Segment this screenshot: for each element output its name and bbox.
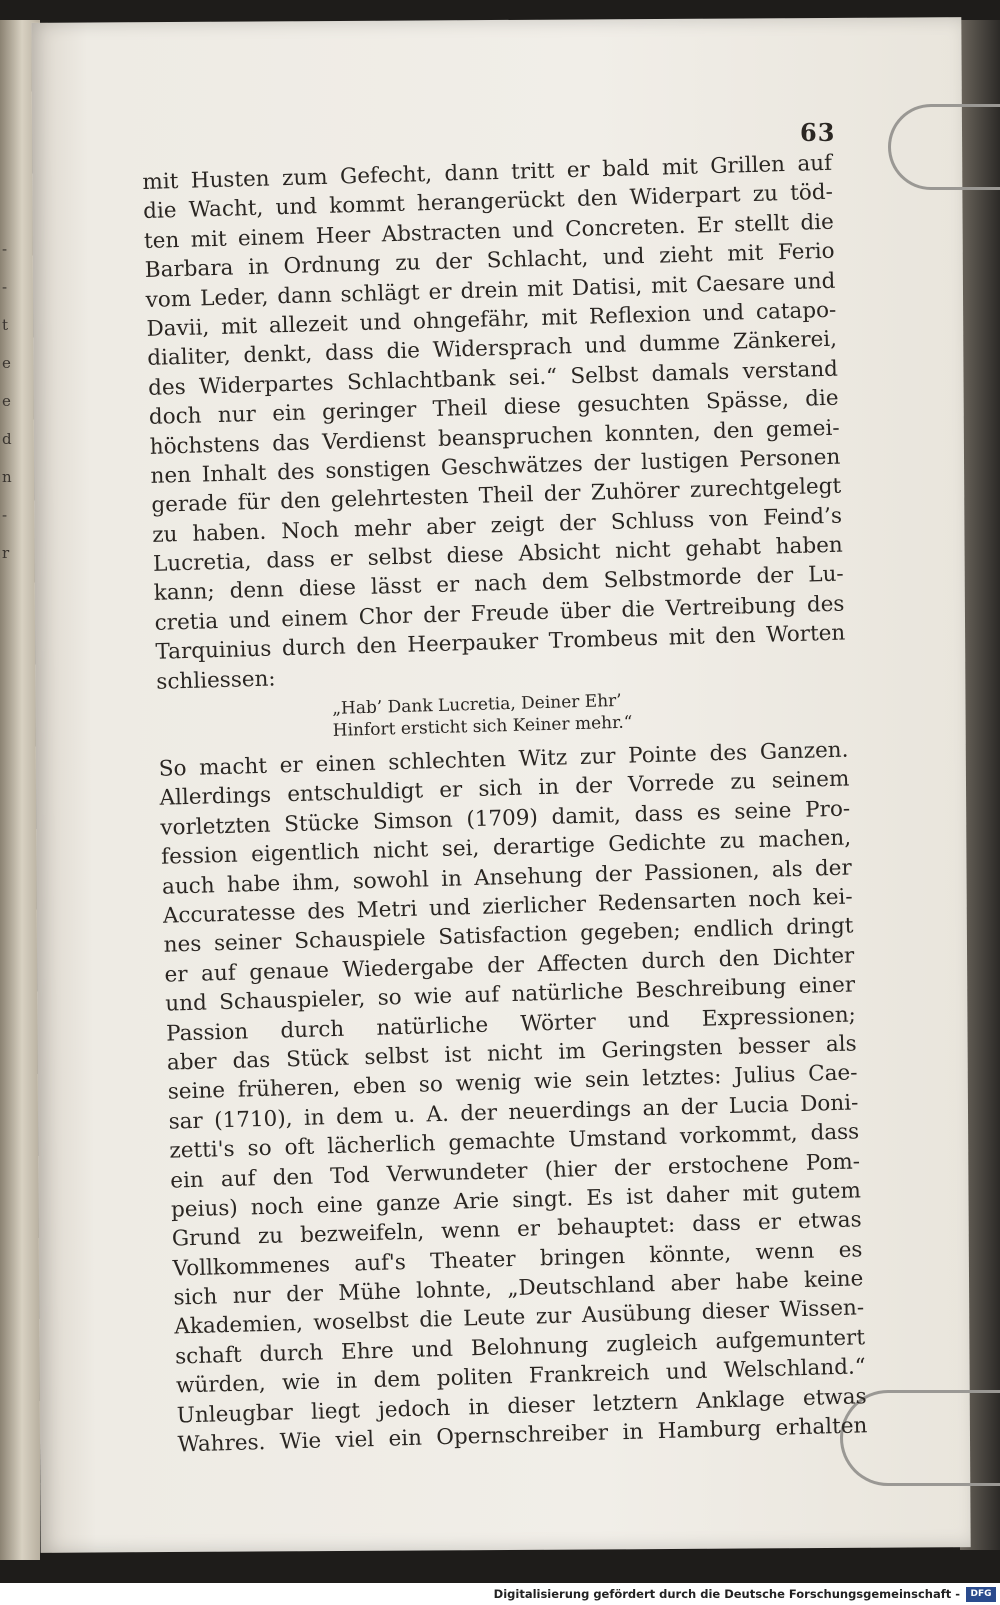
text-line: zu haben. Noch mehr aber zeigt der Schluss von Feind’s — [151, 503, 843, 548]
text-line: würden, wie in dem politen Frankreich und Welschland.“ — [175, 1354, 867, 1399]
paragraph-1 — [142, 149, 847, 697]
text-line: seine früheren, eben so wenig wie sein letztes: Julius Cae- — [167, 1060, 858, 1105]
quote-line: „Hab’ Dank Lucretia, Deiner Ehr’ — [331, 690, 622, 719]
text-line: Akademien, woselbst die Leute zur Ausübung dieser Wissen- — [174, 1295, 865, 1340]
text-line: Tarquinius durch den Heerpauker Trombeus mit den Worten — [155, 620, 846, 666]
text-line: zetti's so oft lächerlich gemachte Umstand vorkommt, dass — [169, 1119, 860, 1164]
text-line: Accuratesse des Metri und zierlicher Redensarten noch kei- — [162, 884, 853, 929]
text-line: nes seiner Schauspiele Satisfaction gegeben; endlich dringt — [163, 913, 854, 959]
margin-mark: e — [2, 392, 11, 410]
text-line: er auf genaue Wiedergabe der Affecten durch den Dichter — [164, 943, 855, 988]
text-line: schaft durch Ehre und Belohnung zugleich aufgemuntert — [174, 1325, 866, 1370]
margin-mark: d — [2, 430, 12, 448]
text-line: Barbara in Ordnung zu der Schlacht, und zieht mit Ferio — [144, 238, 835, 284]
text-line: und Schauspieler, so wie auf natürliche Beschreibung einer — [165, 972, 856, 1017]
text-line: vorletzten Stücke Simson (1709) damit, dass es seine Pro- — [160, 796, 851, 841]
text-line: fession eigentlich nicht sei, derartige Gedichte zu machen, — [160, 825, 852, 870]
text-line: die Wacht, und kommt herangerückt den Widerpart zu töd- — [142, 180, 834, 225]
text-line: doch nur ein geringer Theil diese gesuchten Spässe, die — [148, 385, 839, 431]
margin-mark: t — [2, 316, 9, 334]
text-line: So macht er einen schlechten Witz zur Pointe des Ganzen. — [158, 737, 849, 782]
quote-line: Hinfort ersticht sich Keiner mehr.“ — [332, 712, 633, 741]
margin-mark: - — [2, 278, 8, 296]
text-line: ten mit einem Heer Abstracten und Concreten. Er stellt die — [143, 209, 835, 254]
text-line: auch habe ihm, sowohl in Ansehung der Passionen, als der — [161, 855, 853, 900]
text-line: Grund zu bezweifeln, wenn er behauptet: dass er etwas — [171, 1207, 862, 1252]
funding-credit: Digitalisierung gefördert durch die Deutsche Forschungsgemeinschaft - — [493, 1587, 960, 1601]
margin-mark: e — [2, 354, 11, 372]
text-line: cretia und einem Chor der Freude über die Vertreibung des — [154, 591, 845, 636]
text-line: ein auf den Tod Verwundeter (hier der erstochene Pom- — [169, 1148, 861, 1194]
text-line: dialiter, denkt, dass die Widersprach und dumme Zänkerei, — [146, 327, 838, 372]
text-line: Davii, mit allezeit und ohngefähr, mit Reflexion und catapo- — [146, 297, 837, 342]
text-line: mit Husten zum Gefecht, dann tritt er bald mit Grillen auf — [142, 150, 833, 195]
text-line: schliessen: — [156, 666, 276, 695]
margin-mark: - — [2, 240, 8, 258]
paragraph-2 — [158, 736, 867, 1460]
text-line: Wahres. Wie viel ein Opernschreiber in Hamburg erhalten — [177, 1413, 868, 1458]
body-text — [142, 149, 868, 1460]
page-number: 63 — [800, 118, 836, 147]
text-line: Lucretia, dass er selbst diese Absicht nicht gehabt haben — [152, 532, 844, 577]
dfg-logo: DFG — [966, 1587, 996, 1602]
text-line: Unleugbar liegt jedoch in dieser letztern Anklage etwas — [176, 1383, 867, 1429]
text-line: höchstens das Verdienst beanspruchen konnten, den gemei- — [149, 415, 840, 460]
text-line: nen Inhalt des sonstigen Geschwätzes der lustigen Personen — [150, 444, 841, 489]
text-line: kann; denn diese lässt er nach dem Selbstmorde der Lu- — [153, 562, 844, 607]
margin-mark: - — [2, 506, 8, 524]
text-line: Allerdings entschuldigt er sich in der Vorrede zu seinem — [159, 766, 850, 812]
margin-mark: r — [2, 544, 10, 562]
text-line: des Widerpartes Schlachtbank sei.“ Selbst damals verstand — [147, 356, 839, 401]
text-line: peius) noch eine ganze Arie singt. Es ist daher mit gutem — [170, 1178, 862, 1223]
text-line: vom Leder, dann schlägt er drein mit Datisi, mit Caesare und — [145, 268, 836, 313]
text-line: Passion durch natürliche Wörter und Expressionen; — [165, 1001, 857, 1047]
margin-mark: n — [2, 468, 12, 486]
page-clip-top — [888, 104, 1000, 190]
left-margin-marks — [2, 230, 22, 572]
text-line: Vollkommenes auf's Theater bringen könnte, wenn es — [172, 1236, 863, 1282]
text-line: sar (1710), in dem u. A. der neuerdings an der Lucia Doni- — [168, 1090, 859, 1135]
text-line: gerade für den gelehrtesten Theil der Zuhörer zurechtgelegt — [151, 473, 842, 519]
text-line: sich nur der Mühe lohnte, „Deutschland aber habe keine — [173, 1266, 864, 1311]
text-line: aber das Stück selbst ist nicht im Geringsten besser als — [166, 1031, 857, 1076]
